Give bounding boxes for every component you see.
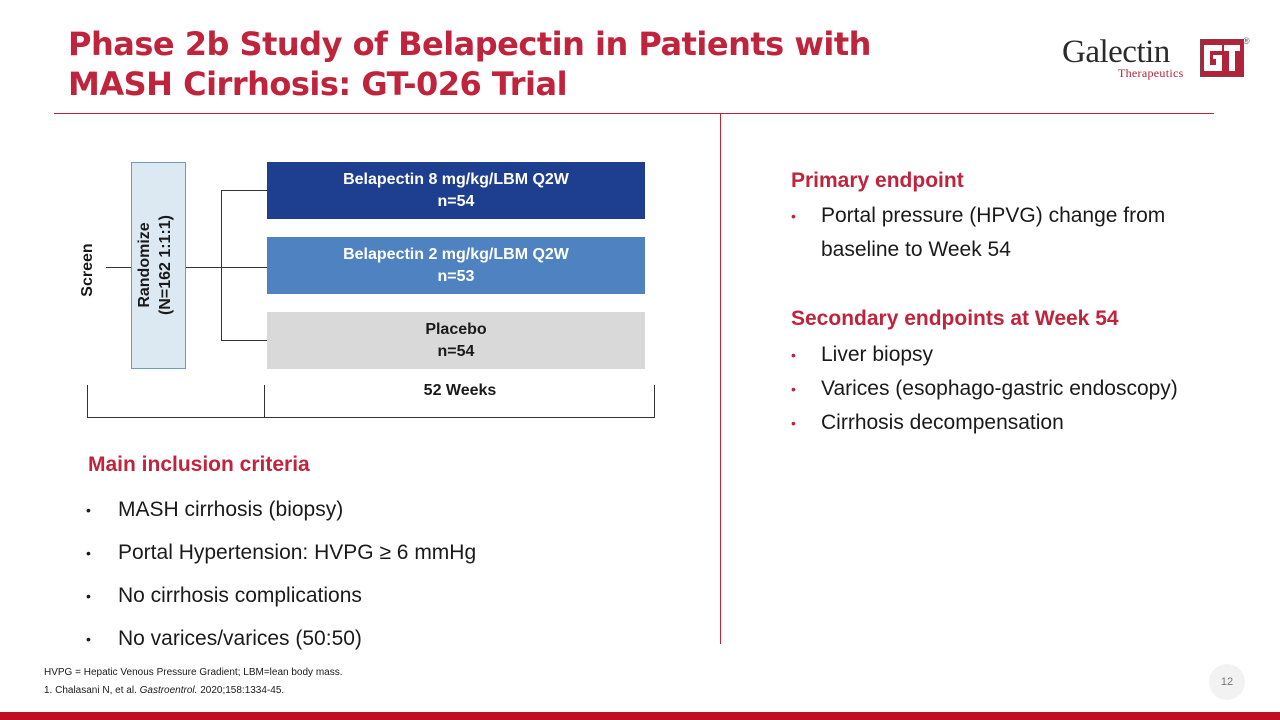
bullet-icon: •: [86, 631, 91, 647]
column-divider: [720, 114, 721, 644]
logo-wordmark: Galectin: [1062, 34, 1170, 70]
connector-branch-vertical: [221, 190, 222, 340]
duration-label: 52 Weeks: [423, 382, 497, 399]
screen-label: Screen: [79, 243, 96, 297]
slide-title: [68, 24, 968, 104]
randomize-label: [134, 165, 178, 365]
slide-title-line-1: Phase 2b Study of Belapectin in Patients with: [68, 25, 871, 63]
reference-journal: Gastroentrol.: [139, 685, 198, 696]
reference-citation: 2020;158:1334-45.: [197, 685, 285, 696]
connector-screen-randomize: [106, 267, 131, 268]
inclusion-item-text: No cirrhosis complications: [118, 584, 362, 607]
registered-mark: ®: [1243, 36, 1250, 46]
inclusion-item-text: No varices/varices (50:50): [118, 627, 362, 650]
footer-bar: [0, 712, 1280, 720]
footnote-reference: [44, 682, 343, 700]
bullet-icon: •: [86, 502, 91, 518]
primary-endpoint-heading: Primary endpoint: [791, 169, 964, 192]
secondary-endpoint-text: Varices (esophago-gastric endoscopy): [821, 377, 1178, 400]
arm-box-placebo: [267, 312, 645, 369]
footnote-abbreviations: HVPG = Hepatic Venous Pressure Gradient; LBM=lean body mass.: [44, 667, 343, 678]
secondary-endpoint-heading: Secondary endpoints at Week 54: [791, 307, 1119, 330]
arm-count: n=53: [437, 267, 475, 285]
randomize-label-line-2: (N=162 1:1:1): [157, 214, 174, 316]
company-logo: [1062, 34, 1252, 84]
arm-box-belapectin-2mg: [267, 237, 645, 294]
page-number: 12: [1209, 664, 1245, 700]
arm-name: Placebo: [425, 320, 487, 338]
bullet-icon: •: [791, 381, 796, 397]
connector-randomize-middle-arm: [186, 267, 267, 268]
secondary-endpoint-text: Liver biopsy: [821, 343, 934, 366]
timeline-baseline: [87, 417, 655, 418]
arm-box-belapectin-8mg: [267, 162, 645, 219]
connector-branch-top: [221, 190, 267, 191]
inclusion-item-text: Portal Hypertension: HVPG ≥ 6 mmHg: [118, 541, 477, 564]
bullet-icon: •: [86, 588, 91, 604]
arm-count: n=54: [437, 342, 475, 360]
logo-subtitle: Therapeutics: [1118, 66, 1184, 80]
inclusion-item-text: MASH cirrhosis (biopsy): [118, 498, 344, 521]
bullet-icon: •: [791, 415, 796, 431]
inclusion-heading: Main inclusion criteria: [88, 453, 310, 476]
bullet-icon: •: [86, 545, 91, 561]
reference-authors: 1. Chalasani N, et al.: [44, 685, 140, 696]
gt-logo-icon: [1200, 39, 1244, 77]
slide-title-line-2: MASH Cirrhosis: GT-026 Trial: [68, 65, 568, 103]
timeline-tick-left: [87, 385, 88, 418]
randomize-label-line-1: Randomize: [136, 222, 153, 308]
bullet-icon: •: [791, 347, 796, 363]
arm-name: Belapectin 8 mg/kg/LBM Q2W: [343, 170, 569, 188]
primary-endpoint-text: Portal pressure (HPVG) change from baseline to Week 54: [821, 204, 1166, 261]
arm-name: Belapectin 2 mg/kg/LBM Q2W: [343, 245, 569, 263]
secondary-endpoint-text: Cirrhosis decompensation: [821, 411, 1064, 434]
bullet-icon: •: [791, 208, 796, 224]
arm-count: n=54: [437, 192, 475, 210]
footnote: [44, 664, 343, 700]
connector-branch-bottom: [221, 340, 267, 341]
title-divider: [54, 113, 1214, 114]
